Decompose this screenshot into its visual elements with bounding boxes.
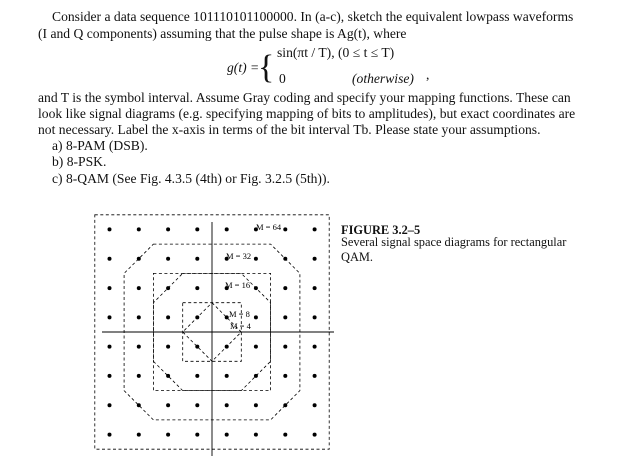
problem-line-2: (I and Q components) assuming that the pulse shape is Ag(t), where — [38, 26, 407, 41]
constellation-point — [108, 315, 112, 319]
constellation-point — [137, 257, 141, 261]
problem-line-3: and T is the symbol interval. Assume Gray coding and specify your mapping functions. These can — [38, 90, 571, 105]
constellation-point — [283, 345, 287, 349]
constellation-point — [137, 345, 141, 349]
constellation-point — [283, 433, 287, 437]
equation-trailing-comma: , — [426, 67, 430, 82]
constellation-point — [254, 345, 258, 349]
constellation-point — [254, 403, 258, 407]
constellation-point — [283, 257, 287, 261]
constellation-point — [166, 315, 170, 319]
constellation-point — [137, 227, 141, 231]
equation-brace: { — [258, 49, 275, 86]
constellation-point — [108, 227, 112, 231]
constellation-point — [195, 433, 199, 437]
constellation-point — [166, 286, 170, 290]
constellation-point — [108, 257, 112, 261]
constellation-point — [313, 433, 317, 437]
figure-title: FIGURE 3.2–5 — [341, 223, 421, 237]
label-m4: M = 4 — [230, 321, 251, 331]
label-m32: M = 32 — [226, 251, 252, 261]
part-b: b) 8-PSK. — [52, 154, 107, 169]
constellation-point — [313, 227, 317, 231]
constellation-point — [195, 345, 199, 349]
constellation-point — [313, 257, 317, 261]
constellation-point — [108, 286, 112, 290]
constellation-point — [225, 227, 229, 231]
constellation-point — [254, 433, 258, 437]
constellation-point — [313, 345, 317, 349]
constellation-point — [166, 403, 170, 407]
constellation-point — [166, 227, 170, 231]
constellation-point — [166, 433, 170, 437]
problem-line-1: Consider a data sequence 101110101100000. In (a-c), sketch the equivalent lowpass waveforms — [52, 9, 574, 24]
problem-line-5: not necessary. Label the x-axis in terms of the bit interval Tb. Please state your assumptions. — [38, 122, 541, 137]
constellation-point — [137, 403, 141, 407]
equation-case-2-condition: (otherwise) — [352, 71, 414, 86]
constellation-point — [108, 345, 112, 349]
equation-case-1: sin(πt / T), (0 ≤ t ≤ T) — [277, 45, 395, 60]
constellation-point — [254, 286, 258, 290]
constellation-point — [195, 227, 199, 231]
constellation-point — [313, 286, 317, 290]
label-m16: M = 16 — [225, 280, 251, 290]
constellation-point — [283, 227, 287, 231]
constellation-point — [283, 374, 287, 378]
part-c: c) 8-QAM (See Fig. 4.3.5 (4th) or Fig. 3.2.5 (5th)). — [52, 171, 330, 186]
constellation-point — [313, 403, 317, 407]
constellation-point — [137, 433, 141, 437]
constellation-point — [195, 286, 199, 290]
constellation-point — [108, 403, 112, 407]
constellation-point — [137, 315, 141, 319]
equation-lhs: g(t) = — [227, 60, 260, 75]
part-a: a) 8-PAM (DSB). — [52, 138, 148, 153]
constellation-labels — [225, 222, 282, 331]
constellation-point — [195, 315, 199, 319]
constellation-point — [137, 374, 141, 378]
figure-caption: Several signal space diagrams for rectangular QAM. — [341, 235, 567, 264]
constellation-point — [166, 257, 170, 261]
constellation-point — [283, 315, 287, 319]
equation-case-2-value: 0 — [279, 71, 286, 86]
constellation-point — [254, 374, 258, 378]
constellation-point — [225, 345, 229, 349]
constellation-point — [166, 345, 170, 349]
constellation-point — [225, 433, 229, 437]
constellation-point — [195, 257, 199, 261]
constellation-point — [254, 257, 258, 261]
constellation-point — [195, 374, 199, 378]
constellation-point — [313, 374, 317, 378]
constellation-point — [166, 374, 170, 378]
constellation-point — [254, 315, 258, 319]
constellation-point — [283, 403, 287, 407]
constellation-point — [108, 433, 112, 437]
problem-line-4: look like signal diagrams (e.g. specifying mapping of bits to amplitudes), but exact coordinates are — [38, 106, 576, 121]
constellation-point — [225, 374, 229, 378]
label-m64: M = 64 — [256, 222, 282, 232]
constellation-point — [108, 374, 112, 378]
constellation-point — [283, 286, 287, 290]
constellation-axes — [102, 222, 334, 456]
constellation-point — [313, 315, 317, 319]
constellation-point — [195, 403, 199, 407]
constellation-point — [137, 286, 141, 290]
constellation-point — [225, 403, 229, 407]
label-m8: M = 8 — [229, 309, 250, 319]
